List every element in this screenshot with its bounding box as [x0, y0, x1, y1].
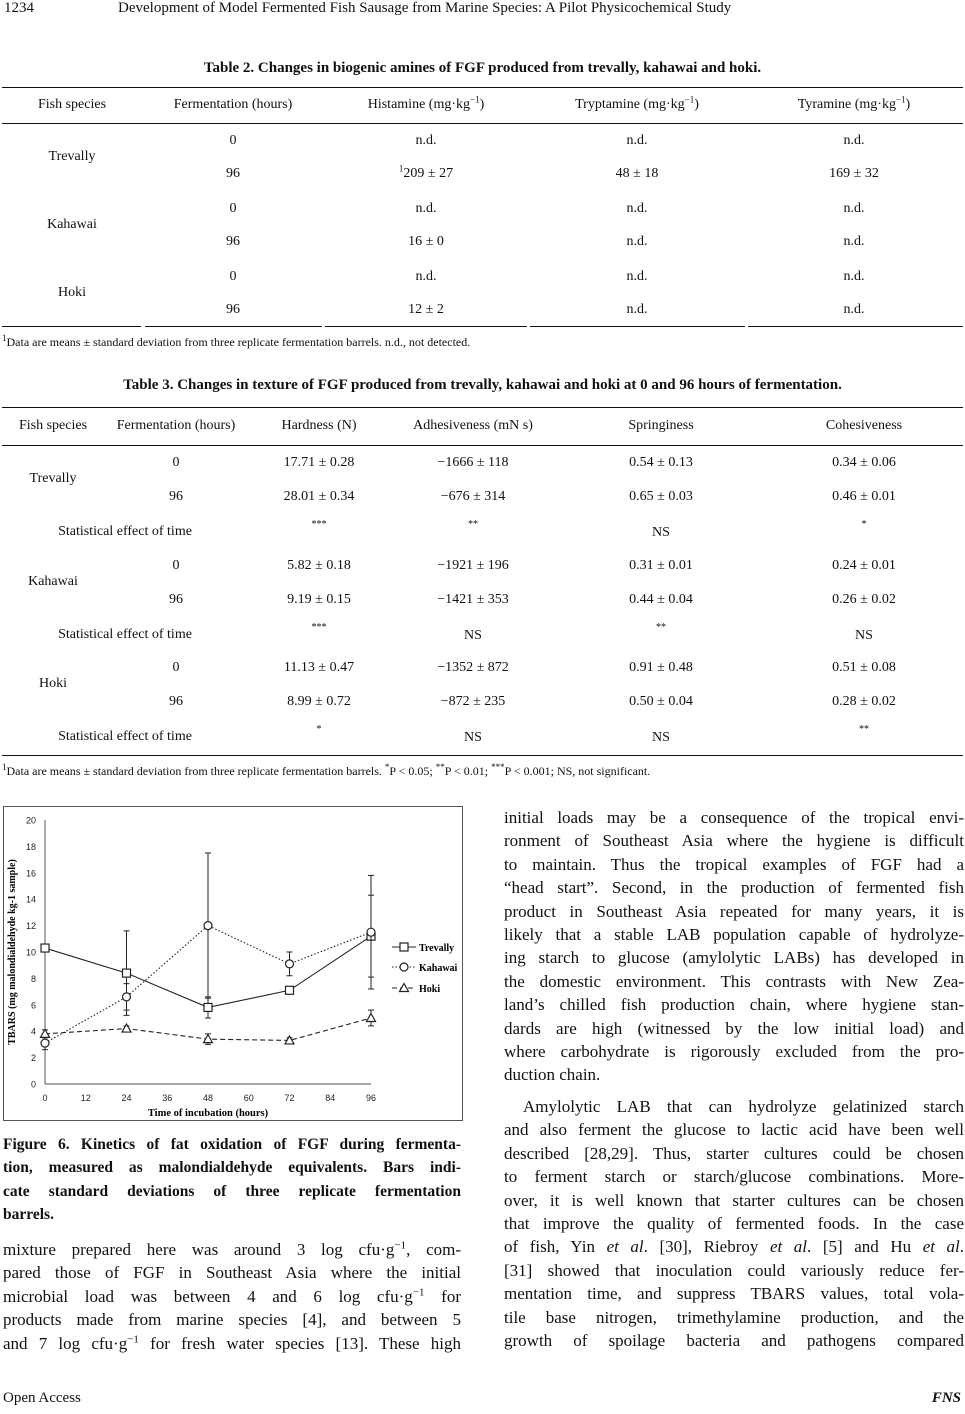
y-tick-label: 14 — [25, 894, 36, 905]
right-text-line-text: mentation time, and suppress TBARS values, total vola- — [504, 1284, 964, 1304]
left-text-line-text: for — [424, 1286, 462, 1306]
t2-cell-text: n.d. — [843, 302, 865, 317]
t2-cell — [537, 302, 737, 318]
t2-header-col2 — [316, 94, 536, 113]
legend-marker-kahawai — [400, 963, 408, 971]
t3-header-3: Adhesiveness (mN s) — [413, 418, 533, 433]
t2-species-2: Hoki — [58, 285, 86, 300]
t3-cell: 0.26 ± 0.02 — [832, 592, 896, 607]
left-text-line — [3, 1261, 461, 1284]
y-tick-label: 16 — [25, 868, 36, 879]
right-text-line-text: described [28,29]. Thus, starter cultures could be chosen — [504, 1143, 964, 1163]
right-text-line-text: Amylolytic LAB that can hydrolyze gelatinized starch — [523, 1096, 964, 1116]
t3-header-2: Hardness (N) — [281, 418, 357, 433]
t2-cell — [326, 302, 526, 318]
right-paragraph-2 — [504, 1095, 964, 1352]
t2-note-text: Data are means ± standard deviation from three replicate fermentation barrels. n.d., not detected. — [6, 335, 471, 349]
t3-note-text: P < 0.001; NS, not significant. — [504, 764, 651, 778]
t2-cell: n.d. — [843, 133, 865, 148]
t2-cell-text: n.d. — [626, 234, 648, 249]
t3-header-rule — [2, 445, 963, 446]
t3-cell: 0 — [172, 660, 180, 675]
t2-footnote-ref: 1 — [398, 163, 404, 174]
y-tick-label: 8 — [30, 973, 36, 984]
legend-label-hoki: Hoki — [419, 984, 441, 995]
t2-cell-text: 48 ± 18 — [615, 166, 659, 181]
right-text-line — [504, 829, 964, 852]
right-text-line-text: of fish, Yin — [504, 1237, 607, 1257]
right-text-line-text: dards are high (witnessed by the low initial load) and — [504, 1018, 964, 1038]
t3-stat-3: NS — [855, 628, 873, 643]
t3-note-sup: ** — [435, 762, 445, 772]
t3-note-text: P < 0.05; — [389, 764, 436, 778]
data-point-hoki — [122, 1024, 131, 1032]
right-text-line — [504, 1189, 964, 1212]
t3-stat-3: ** — [859, 724, 869, 735]
page-number: 1234 — [4, 0, 34, 16]
t3-stat-label: Statistical effect of time — [58, 627, 192, 642]
t3-cell: 96 — [169, 592, 183, 607]
x-tick-label: 96 — [365, 1093, 377, 1103]
t3-cell: 0 — [172, 558, 180, 573]
right-text-line — [504, 1142, 964, 1165]
left-text-line-text: pared those of FGF in Southeast Asia where the initial — [3, 1263, 461, 1283]
t2-cell: 0 — [229, 269, 237, 284]
figure6-caption-line: Figure 6. Kinetics of fat oxidation of FGF during fermenta- — [3, 1136, 461, 1153]
right-text-line — [504, 806, 964, 829]
data-point-kahawai — [367, 928, 375, 936]
t2-cell: n.d. — [843, 269, 865, 284]
data-point-kahawai — [204, 922, 212, 930]
legend-label-kahawai: Kahawai — [419, 963, 458, 974]
t3-cell: 11.13 ± 0.47 — [283, 660, 355, 675]
t3-cell: 9.19 ± 0.15 — [287, 592, 351, 607]
t2-cell — [754, 302, 954, 318]
t2-cell: n.d. — [626, 201, 648, 216]
t3-cell: −872 ± 235 — [440, 694, 506, 709]
t2-header-text: Tyramine (mg·kg — [797, 97, 896, 112]
y-tick-label: 18 — [25, 841, 36, 852]
t3-stat-2: ** — [656, 622, 666, 633]
left-text-line-sup: −1 — [394, 1239, 407, 1252]
t2-cell — [133, 234, 333, 250]
t3-note-sup: * — [384, 762, 390, 772]
x-tick-label: 84 — [325, 1093, 336, 1103]
t3-cell: 8.99 ± 0.72 — [287, 694, 351, 709]
t3-cell: 0.46 ± 0.01 — [832, 489, 896, 504]
t2-cell-text: 96 — [226, 166, 240, 181]
t2-header-species: Fish species — [37, 97, 107, 112]
t2-header-unit-sup: −1 — [684, 94, 695, 105]
t2-header-col3 — [527, 94, 747, 113]
right-text-line-text: [31] showed that inoculation could variously reduce fer- — [504, 1260, 964, 1280]
t2-cell — [754, 166, 954, 182]
t3-species-0: Trevally — [29, 471, 77, 486]
right-text-line — [504, 1040, 964, 1063]
left-text-line-text: , com- — [406, 1240, 461, 1259]
t3-stat-1: NS — [464, 628, 482, 643]
t3-cell: 0.28 ± 0.02 — [832, 694, 896, 709]
right-text-line-text: product in Southeast Asia repeated for many years, it is — [504, 901, 964, 921]
t2-cell: 0 — [229, 133, 237, 148]
t2-header-fermentation: Fermentation (hours) — [173, 97, 293, 112]
left-column-text — [3, 1238, 461, 1355]
t2-cell: 0 — [229, 201, 237, 216]
right-text-line-italic: et al — [922, 1237, 960, 1257]
t3-cell: 0.65 ± 0.03 — [629, 489, 693, 504]
y-tick-label: 4 — [30, 1026, 36, 1037]
right-text-line-text: initial loads may be a consequence of the tropical envi- — [504, 808, 964, 827]
t3-cell: 0.24 ± 0.01 — [832, 558, 896, 573]
t2-cell-text: 12 ± 2 — [408, 302, 444, 317]
t3-header-5: Cohesiveness — [825, 418, 903, 433]
data-point-trevally — [286, 986, 294, 994]
t2-header-close: ) — [694, 97, 699, 112]
t2-cell-text: n.d. — [626, 302, 648, 317]
left-text-line-text: microbial load was between 4 and 6 log cfu·g — [3, 1286, 413, 1306]
t3-cell: −1921 ± 196 — [437, 558, 509, 573]
t2-bottom-rule — [145, 326, 322, 327]
t2-bottom-rule — [325, 326, 527, 327]
right-column-text — [504, 806, 964, 1352]
right-text-line-italic: et al — [769, 1237, 807, 1257]
y-tick-label: 20 — [25, 815, 36, 826]
t2-cell: n.d. — [415, 133, 437, 148]
right-text-line — [504, 1017, 964, 1040]
t3-bottom-rule — [2, 755, 963, 756]
right-text-line-text: land’s chilled fish production chain, where hygiene stan- — [504, 995, 964, 1015]
x-axis-label: Time of incubation (hours) — [147, 1108, 269, 1119]
t2-cell-text: 96 — [226, 234, 240, 249]
t3-species-2: Hoki — [39, 676, 67, 691]
t3-cell: −1666 ± 118 — [437, 455, 509, 470]
t3-note-text: P < 0.01; — [444, 764, 492, 778]
t3-cell: 0.51 ± 0.08 — [832, 660, 896, 675]
right-text-line — [504, 1306, 964, 1329]
right-text-line — [504, 946, 964, 969]
y-tick-label: 2 — [30, 1053, 36, 1064]
right-text-line-text: where carbohydrate is rigorously excluded from the pro- — [504, 1042, 964, 1062]
t3-stat-2: NS — [652, 730, 670, 745]
t3-stat-2: NS — [652, 525, 670, 540]
data-point-kahawai — [123, 993, 131, 1001]
t3-stat-1: NS — [464, 730, 482, 745]
right-text-line-text: ronment of Southeast Asia where the hygiene is difficult — [504, 831, 964, 851]
right-text-line — [504, 876, 964, 899]
t2-cell — [133, 166, 333, 182]
t2-cell: n.d. — [626, 269, 648, 284]
t2-cell — [326, 163, 526, 182]
t2-header-rule — [2, 123, 963, 124]
data-point-trevally — [204, 1003, 212, 1011]
t3-cell: −676 ± 314 — [440, 489, 506, 504]
t3-cell: 28.01 ± 0.34 — [283, 489, 355, 504]
t2-header-close: ) — [479, 97, 485, 112]
t2-cell — [326, 234, 526, 250]
t3-cell: 96 — [169, 489, 183, 504]
left-text-line-sup: −1 — [412, 1286, 425, 1299]
t2-cell: n.d. — [415, 201, 437, 216]
right-text-line-text: over, it is well known that starter cultures can be chosen — [504, 1190, 964, 1210]
right-text-line — [504, 1063, 964, 1086]
t2-cell-text: n.d. — [843, 234, 865, 249]
table2-top-rule — [2, 87, 963, 88]
right-text-line — [504, 993, 964, 1016]
right-text-line-text: . [30], Riebroy — [643, 1237, 770, 1257]
t3-stat-0: * — [316, 724, 322, 735]
right-text-line-text: tile base nitrogen, trimethylamine production, and the — [504, 1307, 964, 1327]
t3-cell: −1421 ± 353 — [437, 592, 509, 607]
t3-cell: 0 — [172, 455, 180, 470]
t3-top-rule — [2, 407, 963, 408]
x-tick-label: 48 — [202, 1093, 214, 1103]
x-tick-label: 0 — [42, 1093, 48, 1103]
data-point-hoki — [367, 1014, 376, 1022]
right-text-line — [504, 970, 964, 993]
figure6-caption — [3, 1133, 461, 1226]
right-text-line-text: . — [959, 1237, 964, 1257]
t3-cell: 0.31 ± 0.01 — [629, 558, 693, 573]
right-text-line — [504, 923, 964, 946]
left-text-line — [3, 1332, 461, 1355]
data-point-trevally — [41, 944, 49, 952]
t3-stat-1: ** — [468, 519, 478, 530]
left-text-line-sup: −1 — [127, 1332, 139, 1345]
t2-cell: n.d. — [843, 201, 865, 216]
t2-header-col4 — [744, 94, 964, 113]
right-text-line-text: and also ferment the glucose to lactic acid have been well — [504, 1120, 964, 1140]
t2-cell — [754, 234, 954, 250]
t3-stat-0: *** — [311, 519, 327, 530]
t2-cell-text: 96 — [226, 302, 240, 317]
left-text-line-text: products made from marine species [4], and between 5 — [3, 1310, 461, 1330]
y-tick-label: 12 — [25, 921, 36, 932]
t2-cell — [133, 302, 333, 318]
right-text-line — [504, 1259, 964, 1282]
y-tick-label: 6 — [30, 1000, 36, 1011]
t3-stat-0: *** — [311, 622, 327, 633]
tbars-chart-svg — [4, 807, 462, 1120]
t2-cell: n.d. — [415, 269, 437, 284]
left-text-line — [3, 1285, 461, 1308]
t3-cell: 5.82 ± 0.18 — [287, 558, 351, 573]
t2-header-unit-sup: −1 — [895, 94, 906, 105]
right-text-line-text: growth of spoilage bacteria and pathogens compared — [504, 1330, 964, 1350]
t2-cell — [537, 234, 737, 250]
legend-label-trevally: Trevally — [419, 943, 455, 954]
t2-cell: n.d. — [626, 133, 648, 148]
t3-cell: 0.44 ± 0.04 — [629, 592, 693, 607]
left-text-line-text: mixture prepared here was around 3 log cfu·g — [3, 1240, 395, 1259]
t3-cell: 0.54 ± 0.13 — [629, 455, 693, 470]
t2-note — [2, 335, 470, 350]
y-tick-label: 0 — [30, 1079, 36, 1090]
t2-header-unit-sup: −1 — [470, 94, 480, 105]
t3-note-sup: 1 — [2, 762, 7, 772]
t3-stat-label: Statistical effect of time — [58, 524, 192, 539]
t2-species-0: Trevally — [48, 149, 96, 164]
right-text-line — [504, 1165, 964, 1188]
t3-cell: 0.50 ± 0.04 — [629, 694, 693, 709]
x-tick-label: 72 — [284, 1093, 295, 1103]
table3-caption: Table 3. Changes in texture of FGF produced from trevally, kahawai and hoki at 0 and 96 hours of fermentation. — [123, 377, 842, 393]
data-point-kahawai — [41, 1039, 49, 1047]
right-text-line-text: that improve the quality of fermented foods. In the case — [504, 1213, 964, 1233]
x-tick-label: 24 — [121, 1093, 132, 1103]
t2-species-1: Kahawai — [47, 217, 97, 232]
t2-bottom-rule — [530, 326, 745, 327]
figure6-caption-line: barrels. — [3, 1205, 54, 1223]
t2-header-text: Histamine (mg·kg — [367, 97, 470, 112]
x-tick-label: 12 — [80, 1093, 91, 1103]
right-text-line-italic: et al — [606, 1237, 644, 1257]
right-text-line — [504, 1095, 964, 1118]
figure6-caption-line: cate standard deviations of three replicate fermentation — [3, 1182, 461, 1200]
t3-header-0: Fish species — [18, 418, 88, 433]
t3-cell: 0.91 ± 0.48 — [629, 660, 693, 675]
right-text-line — [504, 1282, 964, 1305]
right-text-line-text: to ferment starch or starch/glucose combinations. More- — [504, 1167, 964, 1187]
data-point-kahawai — [286, 960, 294, 968]
legend-marker-trevally — [400, 943, 408, 951]
t3-note — [2, 764, 650, 779]
figure6-chart — [3, 806, 463, 1121]
left-text-line — [3, 1238, 461, 1261]
right-text-line-text: likely that a stable LAB population capable of hydrolyze- — [504, 925, 964, 945]
t2-bottom-rule — [2, 326, 141, 327]
right-text-line-text: “head start”. Second, in the production of fermented fish — [504, 878, 964, 898]
right-text-line — [504, 1329, 964, 1352]
x-tick-label: 36 — [162, 1093, 173, 1103]
right-text-line — [504, 1235, 964, 1258]
t2-cell-text: 16 ± 0 — [408, 234, 444, 249]
t3-species-1: Kahawai — [28, 574, 78, 589]
t3-stat-3: * — [861, 519, 867, 530]
t2-header-close: ) — [905, 97, 911, 112]
right-text-line-text: the domestic environment. This contrasts with New Zea- — [504, 971, 964, 991]
running-header — [0, 0, 965, 22]
t3-cell: 0.34 ± 0.06 — [832, 455, 896, 470]
footer-open-access: Open Access — [3, 1390, 81, 1406]
t3-note-text: Data are means ± standard deviation from three replicate fermentation barrels. — [6, 764, 385, 778]
table2-caption: Table 2. Changes in biogenic amines of FGF produced from trevally, kahawai and hoki. — [203, 60, 762, 76]
right-text-line — [504, 900, 964, 923]
t3-header-4: Springiness — [628, 418, 694, 433]
t3-header-1: Fermentation (hours) — [116, 418, 236, 433]
t3-cell: 96 — [169, 694, 183, 709]
t3-stat-label: Statistical effect of time — [58, 729, 192, 744]
left-text-line-text: for fresh water species [13]. These high — [138, 1333, 461, 1353]
figure6-caption-line: tion, measured as malondialdehyde equivalents. Bars indi- — [3, 1159, 461, 1177]
t2-bottom-rule — [748, 326, 963, 327]
footer-journal: FNS — [931, 1390, 961, 1406]
t2-cell-text: 209 ± 27 — [403, 166, 454, 181]
left-text-line — [3, 1308, 461, 1331]
t3-note-sup: *** — [491, 762, 505, 772]
t2-note-sup: 1 — [2, 333, 7, 343]
right-text-line-text: to maintain. Thus the tropical examples of FGF had a — [504, 854, 964, 874]
t3-cell: −1352 ± 872 — [437, 660, 509, 675]
running-title: Development of Model Fermented Fish Sausage from Marine Species: A Pilot Physicochemical Study — [118, 0, 732, 16]
y-tick-label: 10 — [25, 947, 36, 958]
right-text-line — [504, 1212, 964, 1235]
right-text-line-text: ing starch to glucose (amylolytic LABs) has developed in — [504, 948, 964, 968]
x-tick-label: 60 — [243, 1093, 254, 1103]
right-text-line — [504, 1118, 964, 1141]
t2-cell — [537, 166, 737, 182]
left-text-line-text: and 7 log cfu·g — [3, 1333, 128, 1353]
t3-cell: 17.71 ± 0.28 — [283, 455, 355, 470]
right-text-line-text: . [5] and Hu — [807, 1237, 923, 1257]
t2-cell-text: 169 ± 32 — [829, 166, 879, 181]
t2-header-text: Tryptamine (mg·kg — [575, 97, 685, 112]
y-axis-label: TBARS (mg malondialdehyde kg-1 sample) — [7, 859, 18, 1045]
data-point-trevally — [123, 969, 131, 977]
right-text-line-text: duction chain. — [504, 1065, 601, 1085]
right-text-line — [504, 853, 964, 876]
